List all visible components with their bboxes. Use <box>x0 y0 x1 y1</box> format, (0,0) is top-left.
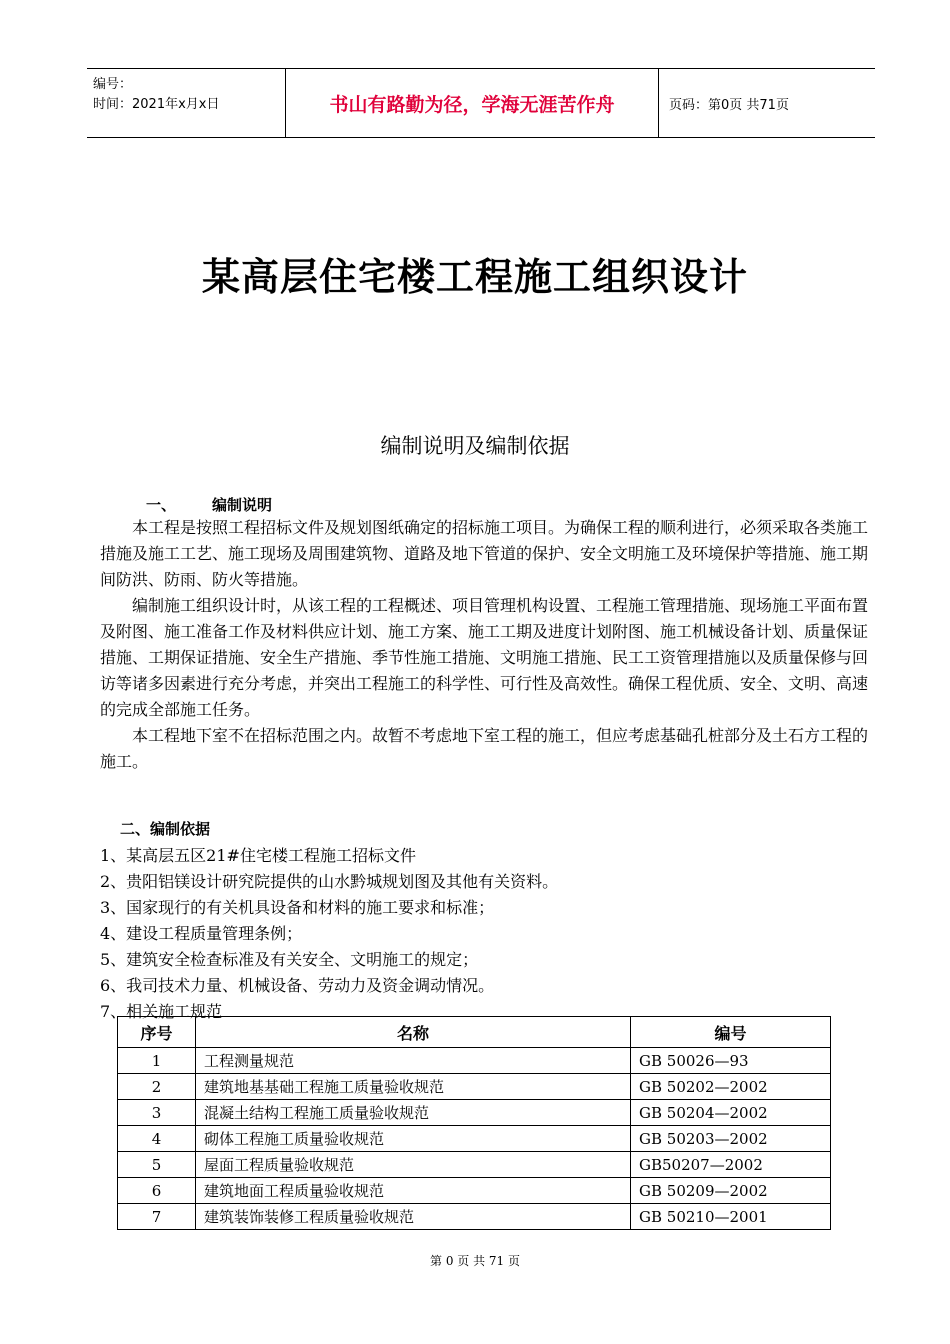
list-item: 5、建筑安全检查标准及有关安全、文明施工的规定； <box>100 950 479 969</box>
header-time-label: 时间：2021年x月x日 <box>93 97 220 112</box>
cell-name: 砌体工程施工质量验收规范 <box>196 1126 631 1152</box>
cell-name: 工程测量规范 <box>196 1048 631 1074</box>
cell-code: GB 50209—2002 <box>631 1178 831 1204</box>
cell-name: 屋面工程质量验收规范 <box>196 1152 631 1178</box>
cell-code: GB 50202—2002 <box>631 1074 831 1100</box>
cell-index: 1 <box>118 1048 196 1074</box>
list-item: 1、某高层五区21#住宅楼工程施工招标文件 <box>100 846 416 865</box>
table-row <box>118 1048 831 1074</box>
header-page-info: 页码：第0页 共71页 <box>669 97 789 113</box>
list-item: 7、相关施工规范 <box>100 1002 223 1021</box>
table-row <box>118 1100 831 1126</box>
paragraph: 本工程是按照工程招标文件及规划图纸确定的招标施工项目。为确保工程的顺利进行，必须采取各类施工措施及施工工艺、施工现场及周围建筑物、道路及地下管道的保护、安全文明施工及环境保护等措施、施工期间防洪、防雨、防火等措施。 <box>100 518 869 589</box>
list-item: 6、我司技术力量、机械设备、劳动力及资金调动情况。 <box>100 976 495 995</box>
column-header-index: 序号 <box>118 1017 196 1048</box>
cell-index: 4 <box>118 1126 196 1152</box>
cell-index: 3 <box>118 1100 196 1126</box>
section1-number: 一、 <box>146 496 177 514</box>
header-motto: 书山有路勤为径，学海无涯苦作舟 <box>286 69 659 137</box>
table-row <box>118 1126 831 1152</box>
basis-list <box>100 843 868 1025</box>
paragraph: 编制施工组织设计时，从该工程的工程概述、项目管理机构设置、工程施工管理措施、现场施工平面布置及附图、施工准备工作及材料供应计划、施工方案、施工工期及进度计划附图、施工机械设备计划、质量保证措施、工期保证措施、安全生产措施、季节性施工措施、文明施工措施、民工工资管理措施以及质量保修与回访等诸多因素进行充分考虑，并突出工程施工的科学性、可行性及高效性。确保工程优质、安全、文明、高速的完成全部施工任务。 <box>100 596 869 719</box>
table-row <box>118 1074 831 1100</box>
header-meta <box>87 69 286 137</box>
cell-code: GB 50026—93 <box>631 1048 831 1074</box>
cell-code: GB 50204—2002 <box>631 1100 831 1126</box>
section2-heading: 二、编制依据 <box>120 820 211 838</box>
list-item: 4、建设工程质量管理条例； <box>100 924 303 943</box>
standards-table <box>117 1016 831 1230</box>
cell-index: 2 <box>118 1074 196 1100</box>
table-row <box>118 1152 831 1178</box>
column-header-code: 编号 <box>631 1017 831 1048</box>
table-row <box>118 1178 831 1204</box>
column-header-name: 名称 <box>196 1017 631 1048</box>
page-header <box>87 68 875 138</box>
page-footer: 第 0 页 共 71 页 <box>430 1254 520 1268</box>
document-title: 某高层住宅楼工程施工组织设计 <box>201 255 748 299</box>
table-row <box>118 1204 831 1230</box>
cell-code: GB 50210—2001 <box>631 1204 831 1230</box>
cell-index: 6 <box>118 1178 196 1204</box>
paragraph: 本工程地下室不在招标范围之内。故暂不考虑地下室工程的施工，但应考虑基础孔桩部分及土石方工程的施工。 <box>100 726 869 771</box>
cell-name: 建筑装饰装修工程质量验收规范 <box>196 1204 631 1230</box>
section1-title: 编制说明 <box>212 496 273 514</box>
section1-heading <box>146 494 272 515</box>
table-header-row <box>118 1017 831 1048</box>
document-subtitle: 编制说明及编制依据 <box>380 434 570 458</box>
list-item: 2、贵阳铝镁设计研究院提供的山水黔城规划图及其他有关资料。 <box>100 872 559 891</box>
cell-index: 5 <box>118 1152 196 1178</box>
cell-index: 7 <box>118 1204 196 1230</box>
section1-body <box>100 515 868 775</box>
list-item: 3、国家现行的有关机具设备和材料的施工要求和标准； <box>100 898 495 917</box>
cell-name: 混凝土结构工程施工质量验收规范 <box>196 1100 631 1126</box>
cell-code: GB50207—2002 <box>631 1152 831 1178</box>
cell-name: 建筑地基基础工程施工质量验收规范 <box>196 1074 631 1100</box>
cell-code: GB 50203—2002 <box>631 1126 831 1152</box>
header-number-label: 编号： <box>93 77 133 92</box>
cell-name: 建筑地面工程质量验收规范 <box>196 1178 631 1204</box>
